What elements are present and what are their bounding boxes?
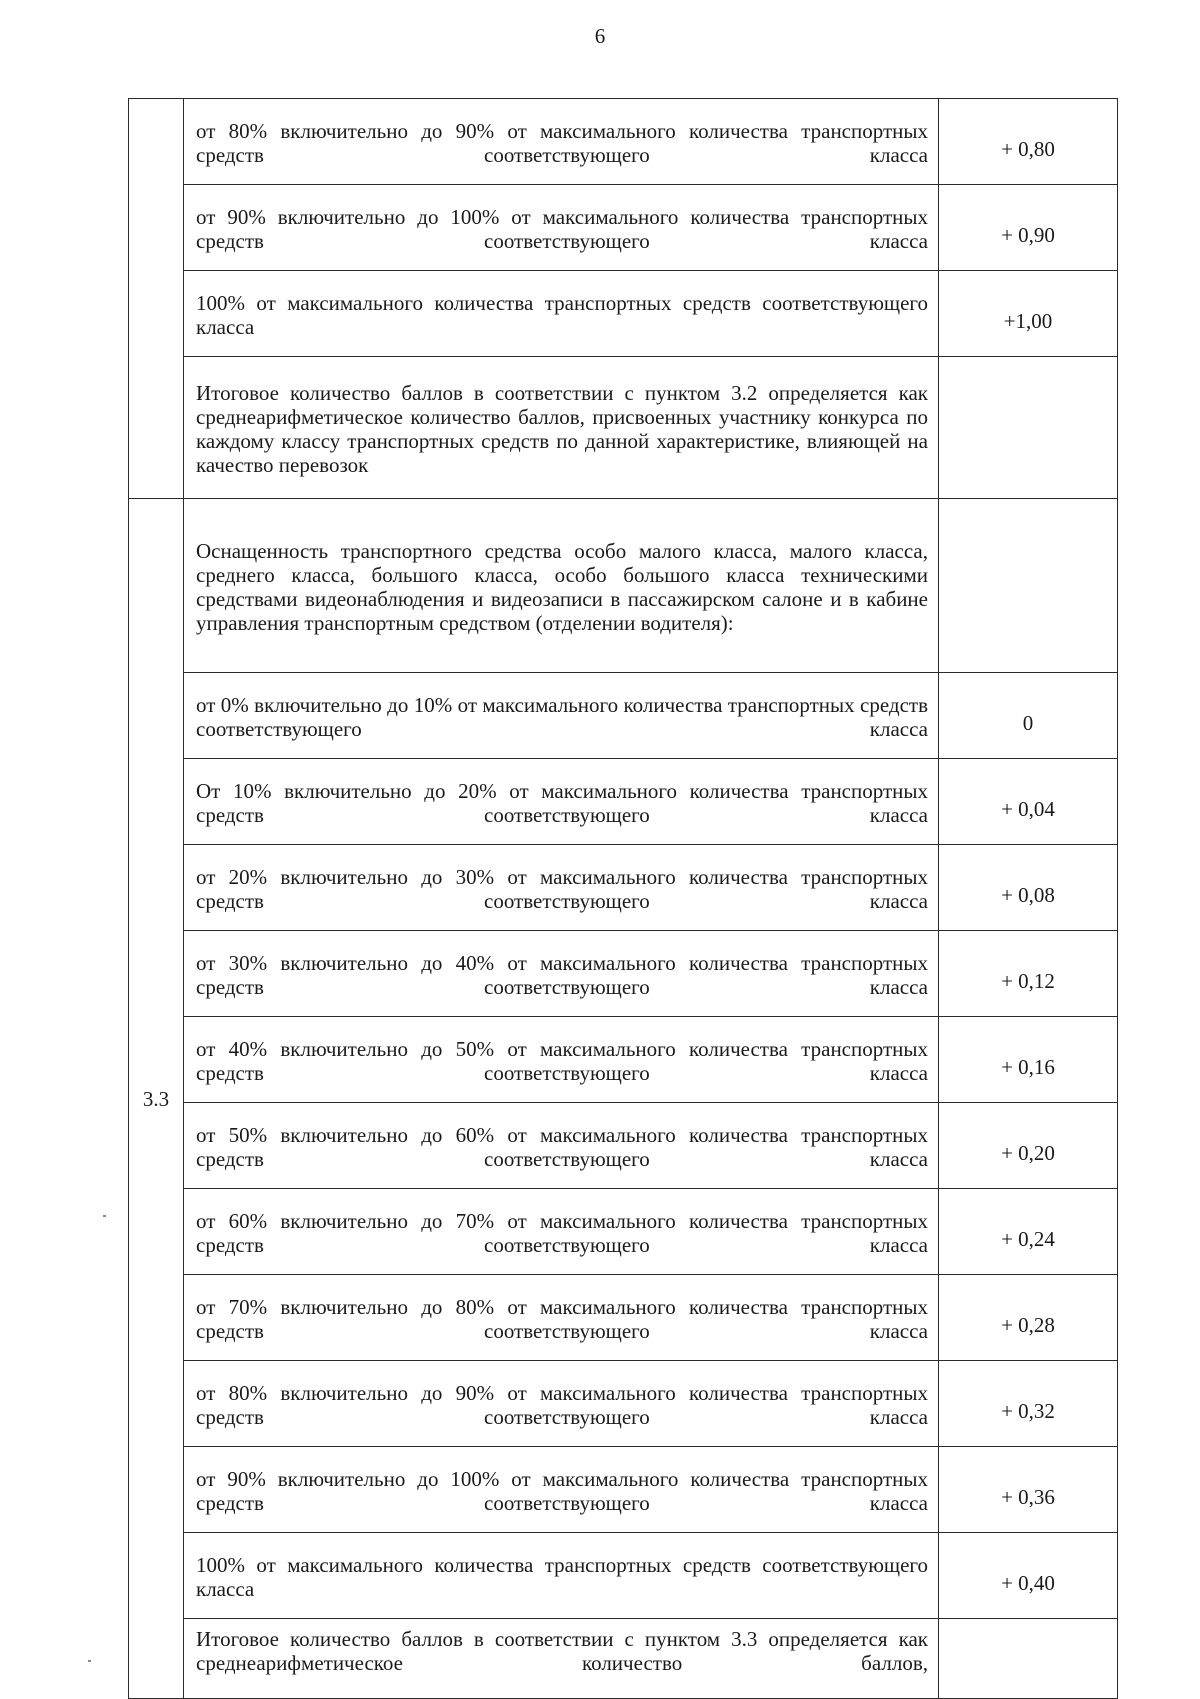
table-row — [129, 357, 1118, 499]
criterion-text: от 80% включительно до 90% от максимального количества транспортных средств соответствующего класса — [184, 99, 939, 185]
points-value: + 0,08 — [939, 845, 1118, 931]
criterion-text: от 60% включительно до 70% от максимального количества транспортных средств соответствующего класса — [184, 1189, 939, 1275]
criterion-text: от 50% включительно до 60% от максимального количества транспортных средств соответствующего класса — [184, 1103, 939, 1189]
points-value: 0 — [939, 673, 1118, 759]
table-row — [129, 271, 1118, 357]
final-score-note: Итоговое количество баллов в соответствии с пунктом 3.2 определяется как среднеарифметическое количество баллов, присвоенных участнику конкурса по каждому классу транспортных средств по данной характеристике, влияющей на качество перевозок — [184, 357, 939, 499]
points-empty-cell — [939, 1619, 1118, 1699]
criterion-text: от 70% включительно до 80% от максимального количества транспортных средств соответствующего класса — [184, 1275, 939, 1361]
section-intro-text: Оснащенность транспортного средства особо малого класса, малого класса, среднего класса, большого класса, особо большого класса техническими средствами видеонаблюдения и видеозаписи в пассажирском салоне и в кабине управления транспортным средством (отделении водителя): — [184, 499, 939, 673]
points-value: + 0,32 — [939, 1361, 1118, 1447]
table-row — [129, 845, 1118, 931]
table-row — [129, 673, 1118, 759]
table-row — [129, 1275, 1118, 1361]
criteria-table — [128, 98, 1118, 1699]
criterion-text: от 90% включительно до 100% от максимального количества транспортных средств соответствующего класса — [184, 1447, 939, 1533]
scan-speck — [88, 1660, 91, 1662]
page-number: 6 — [594, 24, 606, 48]
section-number: 3.3 — [129, 499, 184, 1699]
points-value: + 0,20 — [939, 1103, 1118, 1189]
points-value: + 0,24 — [939, 1189, 1118, 1275]
scan-speck — [103, 1215, 106, 1217]
table-row — [129, 1533, 1118, 1619]
table-row — [129, 759, 1118, 845]
criterion-text: 100% от максимального количества транспортных средств соответствующего класса — [184, 1533, 939, 1619]
table-row — [129, 931, 1118, 1017]
table-row — [129, 1103, 1118, 1189]
points-value: + 0,80 — [939, 99, 1118, 185]
criterion-text: от 40% включительно до 50% от максимального количества транспортных средств соответствующего класса — [184, 1017, 939, 1103]
criterion-text: от 20% включительно до 30% от максимального количества транспортных средств соответствующего класса — [184, 845, 939, 931]
points-empty-cell — [939, 357, 1118, 499]
points-value: + 0,12 — [939, 931, 1118, 1017]
points-value: +1,00 — [939, 271, 1118, 357]
table-row — [129, 499, 1118, 673]
table-row — [129, 185, 1118, 271]
final-score-note: Итоговое количество баллов в соответствии с пунктом 3.3 определяется как среднеарифметическое количество баллов, — [184, 1619, 939, 1699]
points-value: + 0,90 — [939, 185, 1118, 271]
table-row — [129, 1447, 1118, 1533]
points-value: + 0,04 — [939, 759, 1118, 845]
points-value: + 0,16 — [939, 1017, 1118, 1103]
table-row — [129, 99, 1118, 185]
criterion-text: От 10% включительно до 20% от максимального количества транспортных средств соответствующего класса — [184, 759, 939, 845]
table-row — [129, 1361, 1118, 1447]
criterion-text: 100% от максимального количества транспортных средств соответствующего класса — [184, 271, 939, 357]
table-row — [129, 1619, 1118, 1699]
criterion-text: от 80% включительно до 90% от максимального количества транспортных средств соответствующего класса — [184, 1361, 939, 1447]
criterion-text: от 30% включительно до 40% от максимального количества транспортных средств соответствующего класса — [184, 931, 939, 1017]
table-row — [129, 1017, 1118, 1103]
row-number-cell — [129, 99, 184, 499]
points-value: + 0,40 — [939, 1533, 1118, 1619]
criterion-text: от 0% включительно до 10% от максимального количества транспортных средств соответствующего класса — [184, 673, 939, 759]
table-row — [129, 1189, 1118, 1275]
points-value: + 0,36 — [939, 1447, 1118, 1533]
points-empty-cell — [939, 499, 1118, 673]
points-value: + 0,28 — [939, 1275, 1118, 1361]
criterion-text: от 90% включительно до 100% от максимального количества транспортных средств соответствующего класса — [184, 185, 939, 271]
